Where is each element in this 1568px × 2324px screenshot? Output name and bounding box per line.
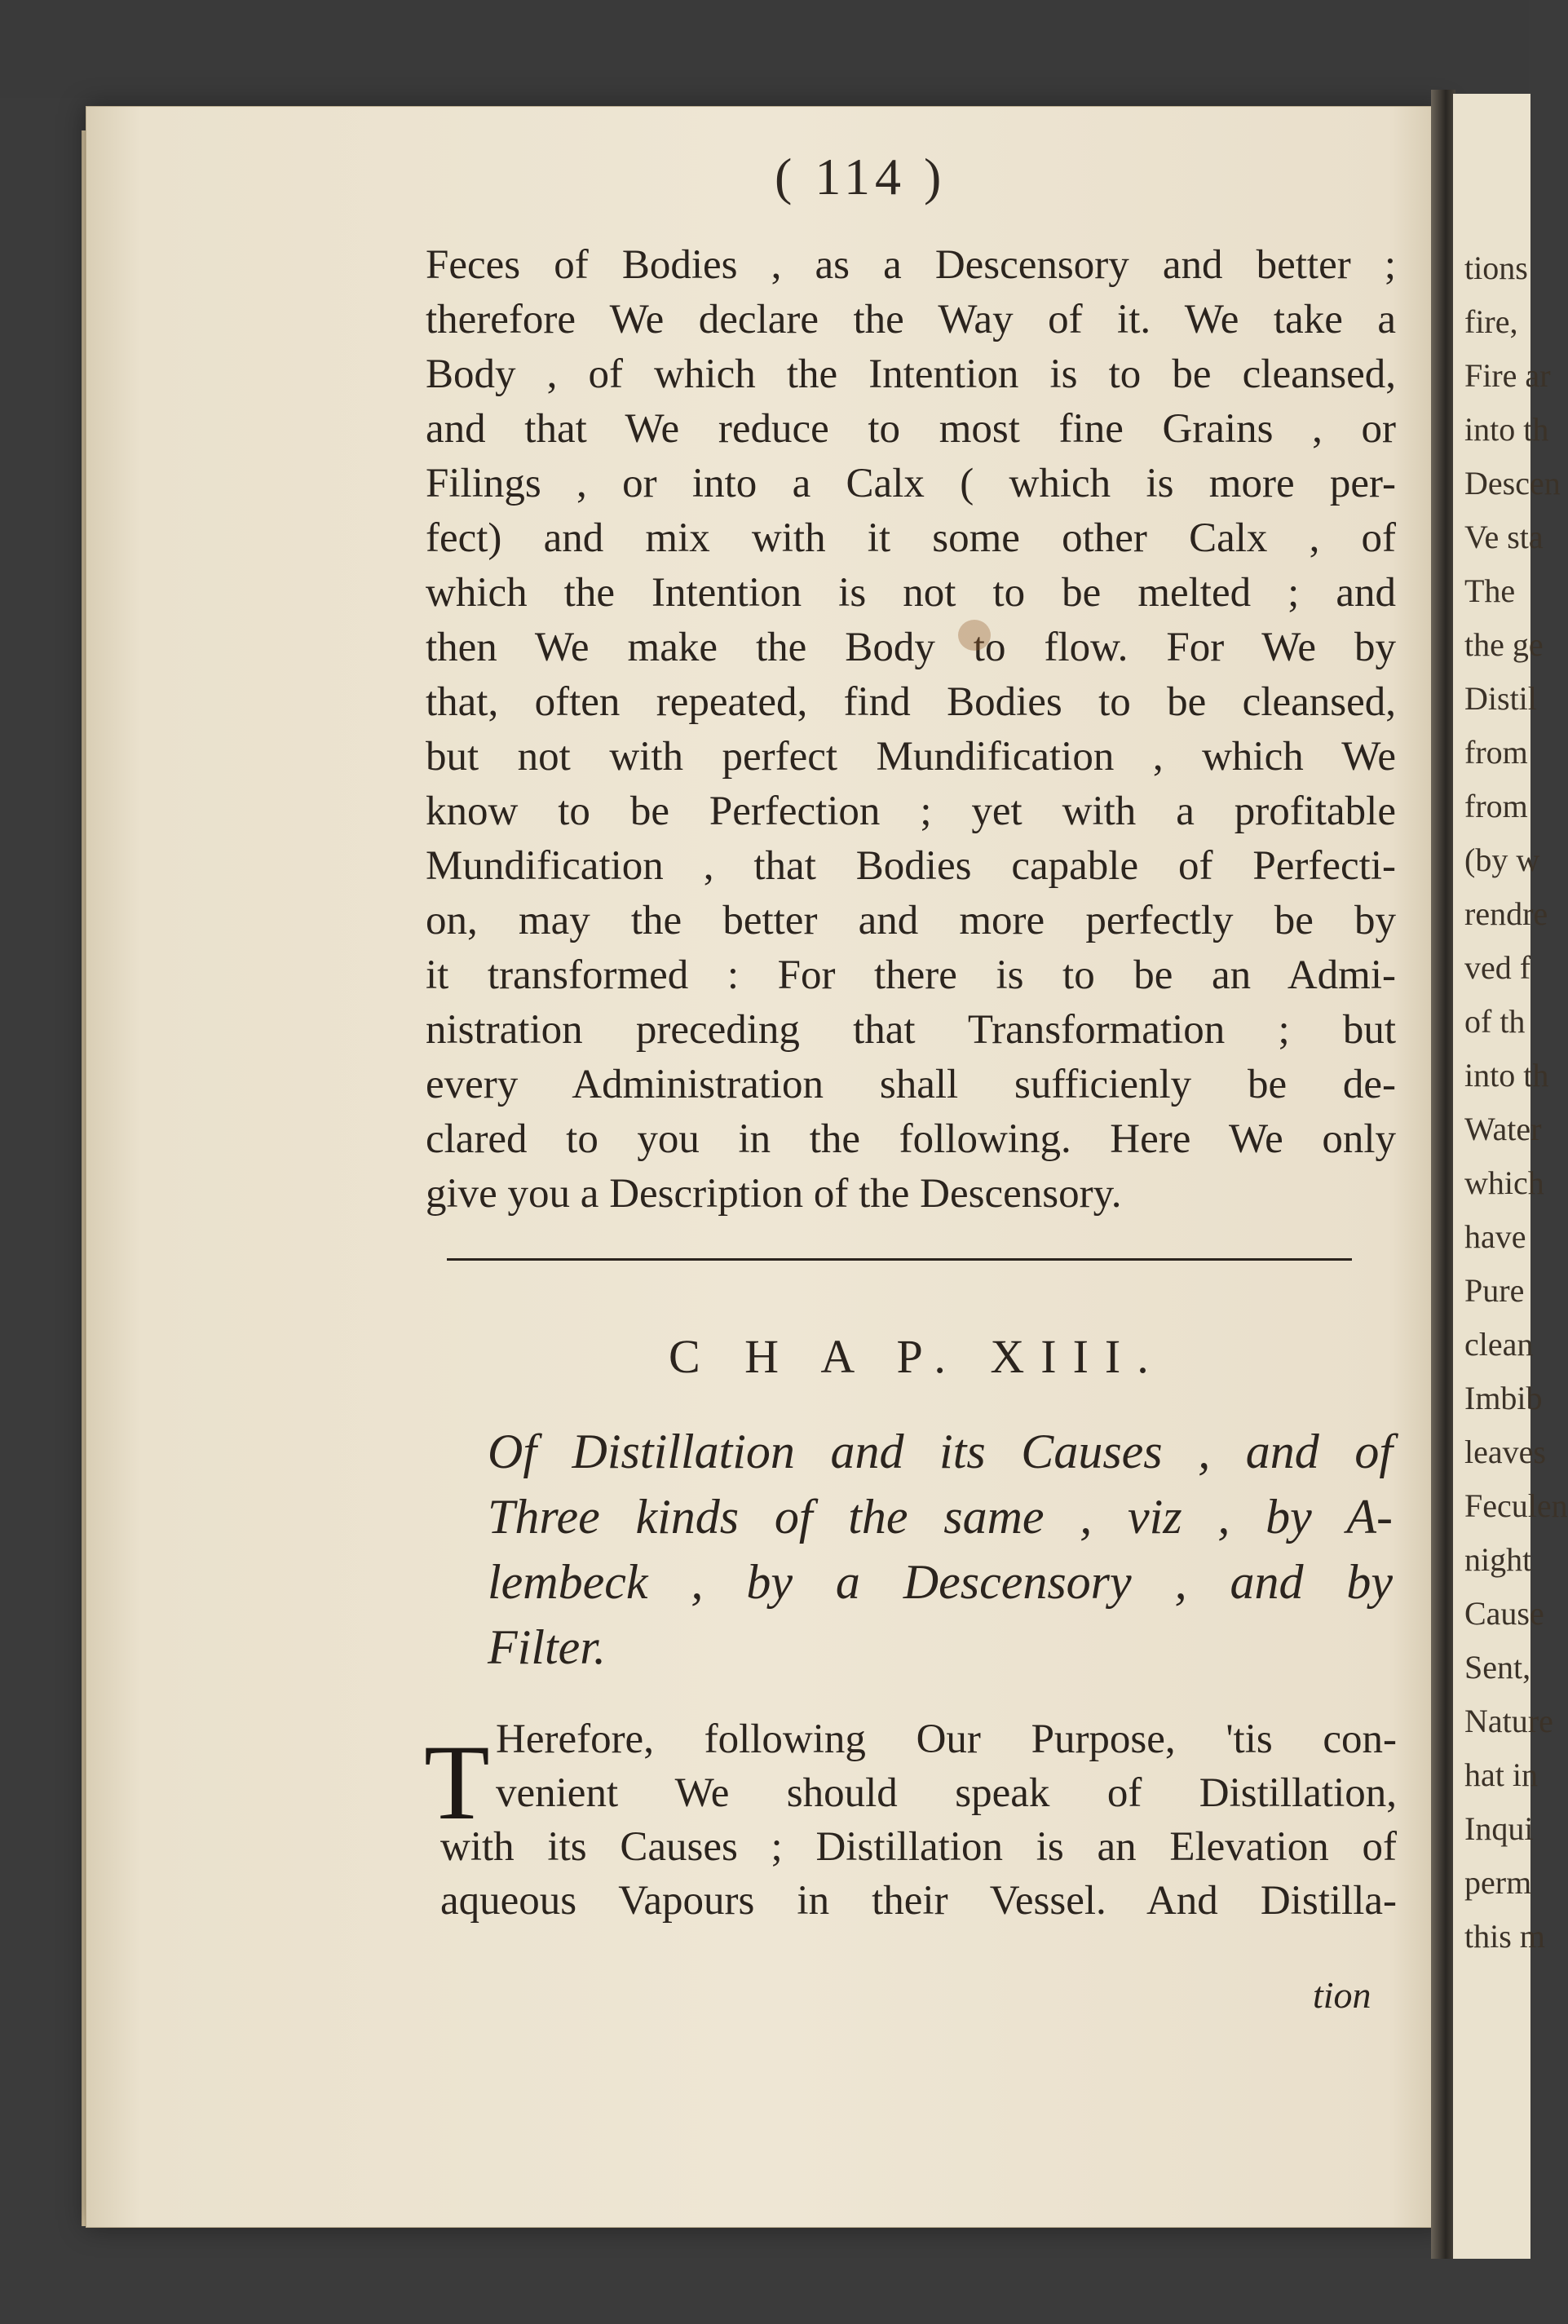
text-line: clared to you in the following. Here We only: [426, 1116, 1396, 1162]
facing-page-line: Distil: [1464, 680, 1537, 717]
facing-page-line: Sent,: [1464, 1649, 1531, 1686]
facing-page-line: Cause: [1464, 1595, 1544, 1632]
section-rule: [447, 1258, 1352, 1261]
facing-page-line: this m: [1464, 1918, 1545, 1955]
text-line: every Administration shall sufficienly be de-: [426, 1062, 1396, 1107]
text-line: give you a Description of the Descensory.: [426, 1171, 1122, 1217]
facing-page-line: perm: [1464, 1864, 1532, 1901]
text-line: fect) and mix with it some other Calx , of: [426, 515, 1396, 561]
text-line: it transformed : For there is to be an Admi-: [426, 952, 1396, 998]
book-gutter: [1431, 90, 1455, 2259]
subtitle-line: Of Distillation and its Causes , and of: [488, 1425, 1393, 1478]
text-line: then We make the Body to flow. For We by: [426, 625, 1396, 670]
ink-stain: [958, 620, 991, 651]
drop-cap: T: [424, 1722, 490, 1842]
facing-page-line: ved f: [1464, 949, 1531, 986]
text-line: with its Causes ; Distillation is an Elevation of: [440, 1824, 1397, 1870]
page-number: ( 114 ): [775, 148, 947, 205]
facing-page-line: into th: [1464, 1057, 1549, 1094]
facing-page-fragment: [1453, 94, 1568, 2259]
facing-page-line: Fire ar: [1464, 357, 1551, 394]
facing-page-line: from: [1464, 734, 1528, 771]
text-line: Body , of which the Intention is to be cleansed,: [426, 351, 1396, 397]
facing-page-line: clean: [1464, 1326, 1534, 1363]
text-line: therefore We declare the Way of it. We take a: [426, 297, 1396, 342]
facing-page-line: Inqui: [1464, 1810, 1534, 1847]
text-line: know to be Perfection ; yet with a profitable: [426, 789, 1396, 834]
facing-page-line: which: [1464, 1164, 1544, 1201]
text-line: Feces of Bodies , as a Descensory and better ;: [426, 242, 1396, 288]
facing-page-line: Nature: [1464, 1703, 1553, 1739]
facing-page-line: Pure: [1464, 1272, 1525, 1309]
facing-page-line: have: [1464, 1218, 1526, 1255]
text-line: Herefore, following Our Purpose, 'tis con-: [496, 1716, 1397, 1762]
facing-page-line: Ve sta: [1464, 519, 1544, 555]
facing-page-line: Imbib: [1464, 1380, 1543, 1416]
text-line: on, may the better and more perfectly be by: [426, 898, 1396, 943]
facing-page-line: hat in: [1464, 1756, 1538, 1793]
subtitle-line: Three kinds of the same , viz , by A-: [488, 1490, 1393, 1544]
subtitle-line: Filter.: [488, 1620, 606, 1674]
text-line: that, often repeated, find Bodies to be cleansed,: [426, 679, 1396, 725]
text-line: nistration preceding that Transformation ; but: [426, 1007, 1396, 1053]
facing-page-line: Water: [1464, 1111, 1542, 1147]
catchword: tion: [1313, 1974, 1371, 2016]
facing-page-line: (by w: [1464, 842, 1540, 878]
facing-page-line: Descen: [1464, 465, 1561, 501]
facing-page-line: of th: [1464, 1003, 1526, 1040]
facing-page-line: the ge: [1464, 626, 1544, 663]
text-line: Mundification , that Bodies capable of Perfecti-: [426, 843, 1396, 889]
text-line: venient We should speak of Distillation,: [496, 1770, 1397, 1816]
facing-page-line: fire,: [1464, 303, 1518, 340]
facing-page-line: leaves: [1464, 1434, 1546, 1470]
text-line: aqueous Vapours in their Vessel. And Distilla-: [440, 1878, 1397, 1924]
facing-page-line: Feculen: [1464, 1487, 1568, 1524]
facing-page-line: tions: [1464, 250, 1528, 286]
subtitle-line: lembeck , by a Descensory , and by: [488, 1555, 1393, 1609]
facing-page-line: rendre: [1464, 895, 1548, 932]
text-line: which the Intention is not to be melted ; and: [426, 570, 1396, 616]
facing-page-line: night: [1464, 1541, 1532, 1578]
text-line: Filings , or into a Calx ( which is more per-: [426, 461, 1396, 506]
text-line: but not with perfect Mundification , which We: [426, 734, 1396, 780]
facing-page-line: from: [1464, 788, 1528, 824]
scan-background: [0, 0, 1529, 98]
facing-page-line: The: [1464, 572, 1516, 609]
text-line: and that We reduce to most fine Grains , or: [426, 406, 1396, 452]
chapter-heading: C H A P. XIII.: [669, 1330, 1165, 1383]
facing-page-line: into th: [1464, 411, 1549, 448]
